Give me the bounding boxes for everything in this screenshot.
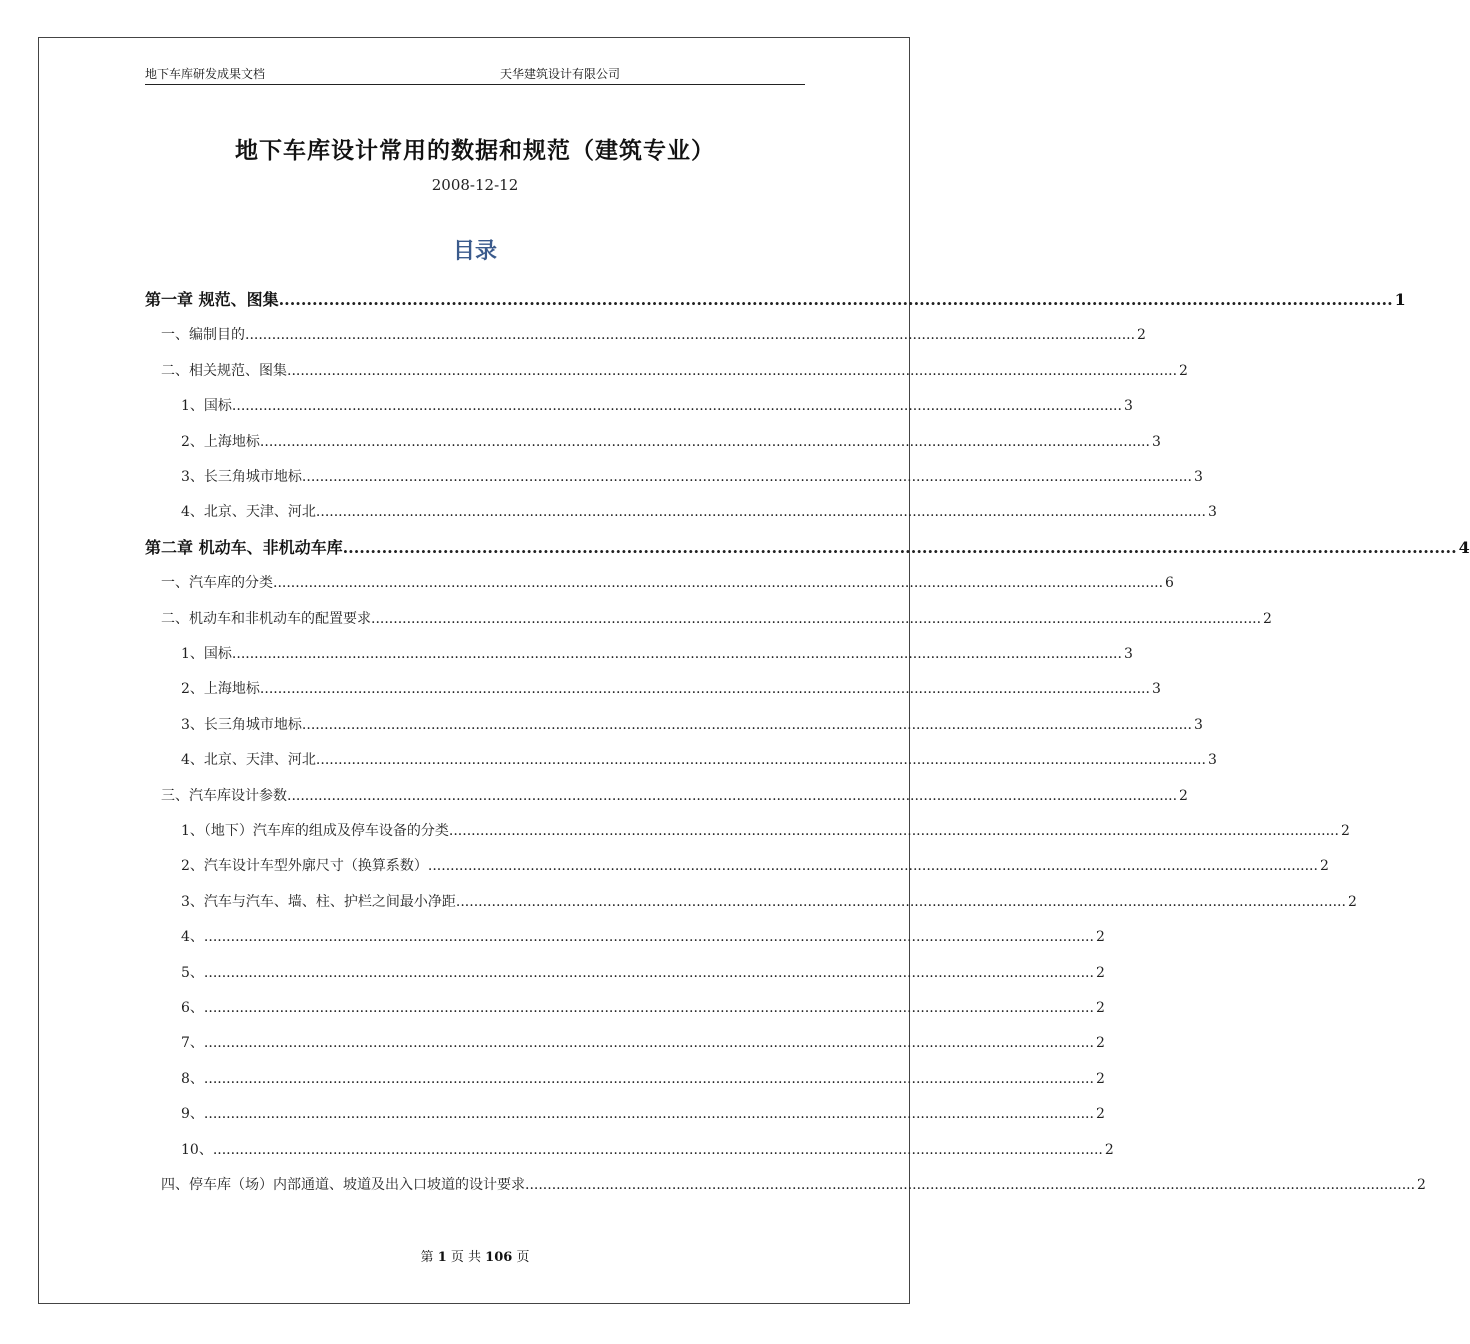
toc-leader-dots: ........................................................................................................................................................................................................ bbox=[203, 1106, 1094, 1123]
toc-entry[interactable] bbox=[181, 674, 1161, 704]
toc-entry-page: 2 bbox=[1137, 327, 1146, 344]
toc-entry-page: 3 bbox=[1151, 433, 1161, 450]
toc-entry-label: 3、汽车与汽车、墙、柱、护栏之间最小净距 bbox=[181, 893, 456, 910]
toc-entry-page: 4 bbox=[1458, 537, 1470, 557]
toc-entry-page: 2 bbox=[1319, 858, 1329, 875]
toc-entry[interactable] bbox=[145, 533, 1470, 563]
toc-entry[interactable] bbox=[181, 391, 1133, 421]
toc-leader-dots: ........................................................................................................................................................................................................ bbox=[427, 858, 1318, 875]
toc-entry-label: 3、长三角城市地标 bbox=[181, 716, 302, 733]
toc-leader-dots: ........................................................................................................................................................................................................ bbox=[231, 398, 1122, 415]
toc-leader-dots: ........................................................................................................................................................................................................ bbox=[259, 433, 1150, 450]
toc-entry-label: 第一章 规范、图集 bbox=[145, 290, 279, 309]
toc-entry-label: 4、北京、天津、河北 bbox=[181, 504, 316, 521]
toc-leader-dots: ........................................................................................................................................................................................................ bbox=[212, 1141, 1103, 1158]
toc-leader-dots: ........................................................................................................................................................................................................ bbox=[231, 646, 1122, 662]
toc-entry-label: 3、长三角城市地标 bbox=[181, 469, 302, 485]
toc-entry-label: 三、汽车库设计参数 bbox=[161, 787, 287, 804]
toc-entry-page: 2 bbox=[1095, 1106, 1105, 1123]
toc-leader-dots: ........................................................................................................................................................................................................ bbox=[301, 469, 1192, 485]
toc-entry[interactable] bbox=[181, 1135, 1114, 1165]
toc-entry-page: 1 bbox=[1394, 290, 1406, 309]
toc-leader-dots: ........................................................................................................................................................................................................ bbox=[278, 290, 1393, 309]
document-title: 地下车库设计常用的数据和规范（建筑专业） bbox=[235, 137, 715, 164]
toc-entry-label: 2、上海地标 bbox=[181, 681, 260, 698]
toc-leader-dots: ........................................................................................................................................................................................................ bbox=[203, 1000, 1094, 1016]
toc-entry-page: 2 bbox=[1179, 787, 1188, 804]
toc-entry-label: 第二章 机动车、非机动车库 bbox=[145, 537, 343, 557]
toc-leader-dots: ........................................................................................................................................................................................................ bbox=[455, 893, 1346, 910]
toc-entry-label: 9、 bbox=[181, 1106, 204, 1123]
toc-leader-dots: ........................................................................................................................................................................................................ bbox=[525, 1177, 1416, 1193]
toc-entry[interactable] bbox=[161, 604, 1272, 634]
toc-leader-dots: ........................................................................................................................................................................................................ bbox=[259, 681, 1150, 698]
toc-entry-label: 7、 bbox=[181, 1035, 204, 1052]
toc-leader-dots: ........................................................................................................................................................................................................ bbox=[315, 752, 1206, 769]
page-footer bbox=[145, 1246, 805, 1265]
toc-entry[interactable] bbox=[181, 462, 1203, 492]
footer-page-number: 1 bbox=[437, 1250, 447, 1265]
toc-entry[interactable] bbox=[161, 356, 1188, 386]
toc-entry-label: 1、国标 bbox=[181, 398, 232, 415]
toc-leader-dots: ........................................................................................................................................................................................................ bbox=[287, 787, 1178, 804]
header-right-text: 天华建筑设计有限公司 bbox=[500, 67, 621, 81]
toc-leader-dots: ........................................................................................................................................................................................................ bbox=[203, 1035, 1094, 1052]
toc-entry-label: 2、上海地标 bbox=[181, 433, 260, 450]
toc-entry-label: 6、 bbox=[181, 1000, 204, 1016]
toc-entry-page: 2 bbox=[1095, 1035, 1105, 1052]
footer-suffix: 页 bbox=[516, 1250, 530, 1265]
toc-entry[interactable] bbox=[181, 745, 1217, 775]
toc-entry[interactable] bbox=[181, 851, 1329, 881]
toc-entry[interactable] bbox=[181, 816, 1350, 846]
toc-entry-page: 3 bbox=[1207, 752, 1217, 769]
toc-leader-dots: ........................................................................................................................................................................................................ bbox=[203, 929, 1094, 946]
footer-total-pages: 106 bbox=[485, 1250, 513, 1265]
toc-entry[interactable] bbox=[181, 958, 1105, 988]
toc-entry-label: 一、编制目的 bbox=[161, 327, 245, 344]
toc-entry[interactable] bbox=[161, 781, 1188, 811]
toc-entry-label: 4、 bbox=[181, 929, 204, 946]
footer-middle: 页 共 bbox=[450, 1250, 482, 1265]
toc-entry[interactable] bbox=[181, 427, 1161, 457]
toc-leader-dots: ........................................................................................................................................................................................................ bbox=[371, 610, 1262, 627]
toc-entry-page: 2 bbox=[1104, 1141, 1114, 1158]
footer-prefix: 第 bbox=[420, 1250, 434, 1265]
toc-entry-label: 5、 bbox=[181, 964, 204, 981]
toc-entry-page: 3 bbox=[1193, 469, 1203, 485]
toc-entry-label: 4、北京、天津、河北 bbox=[181, 752, 316, 769]
toc-leader-dots: ........................................................................................................................................................................................................ bbox=[301, 716, 1192, 733]
toc-entry-label: 2、汽车设计车型外廓尺寸（换算系数） bbox=[181, 858, 428, 875]
toc-entry[interactable] bbox=[181, 993, 1105, 1023]
toc-entry-page: 3 bbox=[1151, 681, 1161, 698]
toc-leader-dots: ........................................................................................................................................................................................................ bbox=[203, 1070, 1094, 1087]
toc-entry-label: 1、国标 bbox=[181, 646, 232, 662]
header-left-text: 地下车库研发成果文档 bbox=[145, 67, 266, 81]
toc-leader-dots: ........................................................................................................................................................................................................ bbox=[342, 537, 1457, 557]
toc-entry[interactable] bbox=[181, 710, 1203, 740]
toc-entry[interactable] bbox=[145, 285, 1406, 315]
toc-heading: 目录 bbox=[452, 238, 497, 264]
toc-entry[interactable] bbox=[161, 1170, 1426, 1200]
document-date: 2008-12-12 bbox=[431, 176, 519, 194]
toc-entry-page: 2 bbox=[1095, 1070, 1105, 1087]
toc-leader-dots: ........................................................................................................................................................................................................ bbox=[448, 823, 1339, 839]
toc-entry[interactable] bbox=[161, 568, 1174, 598]
toc-entry-label: 二、机动车和非机动车的配置要求 bbox=[161, 610, 371, 627]
toc-entry[interactable] bbox=[181, 639, 1133, 669]
toc-entry-page: 2 bbox=[1095, 1000, 1105, 1016]
toc-entry-page: 2 bbox=[1263, 610, 1272, 627]
toc-entry[interactable] bbox=[181, 922, 1105, 952]
toc-leader-dots: ........................................................................................................................................................................................................ bbox=[287, 362, 1178, 379]
toc-entry-label: 四、停车库（场）内部通道、坡道及出入口坡道的设计要求 bbox=[161, 1177, 525, 1193]
toc-entry-label: 1、（地下）汽车库的组成及停车设备的分类 bbox=[181, 823, 449, 839]
toc-entry[interactable] bbox=[181, 497, 1217, 527]
toc-entry-label: 8、 bbox=[181, 1070, 204, 1087]
toc-entry-page: 2 bbox=[1095, 929, 1105, 946]
toc-entry-page: 3 bbox=[1123, 646, 1133, 662]
toc-entry-page: 2 bbox=[1347, 893, 1357, 910]
toc-entry[interactable] bbox=[181, 1064, 1105, 1094]
toc-entry[interactable] bbox=[161, 320, 1146, 350]
toc-leader-dots: ........................................................................................................................................................................................................ bbox=[315, 504, 1206, 521]
toc-entry-page: 2 bbox=[1179, 362, 1188, 379]
toc-entry-page: 3 bbox=[1193, 716, 1203, 733]
toc-entry[interactable] bbox=[181, 887, 1357, 917]
toc-entry-label: 10、 bbox=[181, 1141, 213, 1158]
toc-entry-page: 6 bbox=[1165, 575, 1174, 592]
toc-entry-page: 2 bbox=[1340, 823, 1350, 839]
page-header bbox=[145, 66, 805, 85]
toc-leader-dots: ........................................................................................................................................................................................................ bbox=[203, 964, 1094, 981]
toc-entry[interactable] bbox=[181, 1028, 1105, 1058]
toc-entry-page: 2 bbox=[1417, 1177, 1426, 1193]
toc-entry-label: 一、汽车库的分类 bbox=[161, 575, 273, 592]
toc-entry-page: 3 bbox=[1207, 504, 1217, 521]
toc-entry-page: 3 bbox=[1123, 398, 1133, 415]
toc-entry-page: 2 bbox=[1095, 964, 1105, 981]
toc-leader-dots: ........................................................................................................................................................................................................ bbox=[273, 575, 1164, 592]
toc-leader-dots: ........................................................................................................................................................................................................ bbox=[245, 327, 1136, 344]
toc-entry-label: 二、相关规范、图集 bbox=[161, 362, 287, 379]
toc-entry[interactable] bbox=[181, 1099, 1105, 1129]
